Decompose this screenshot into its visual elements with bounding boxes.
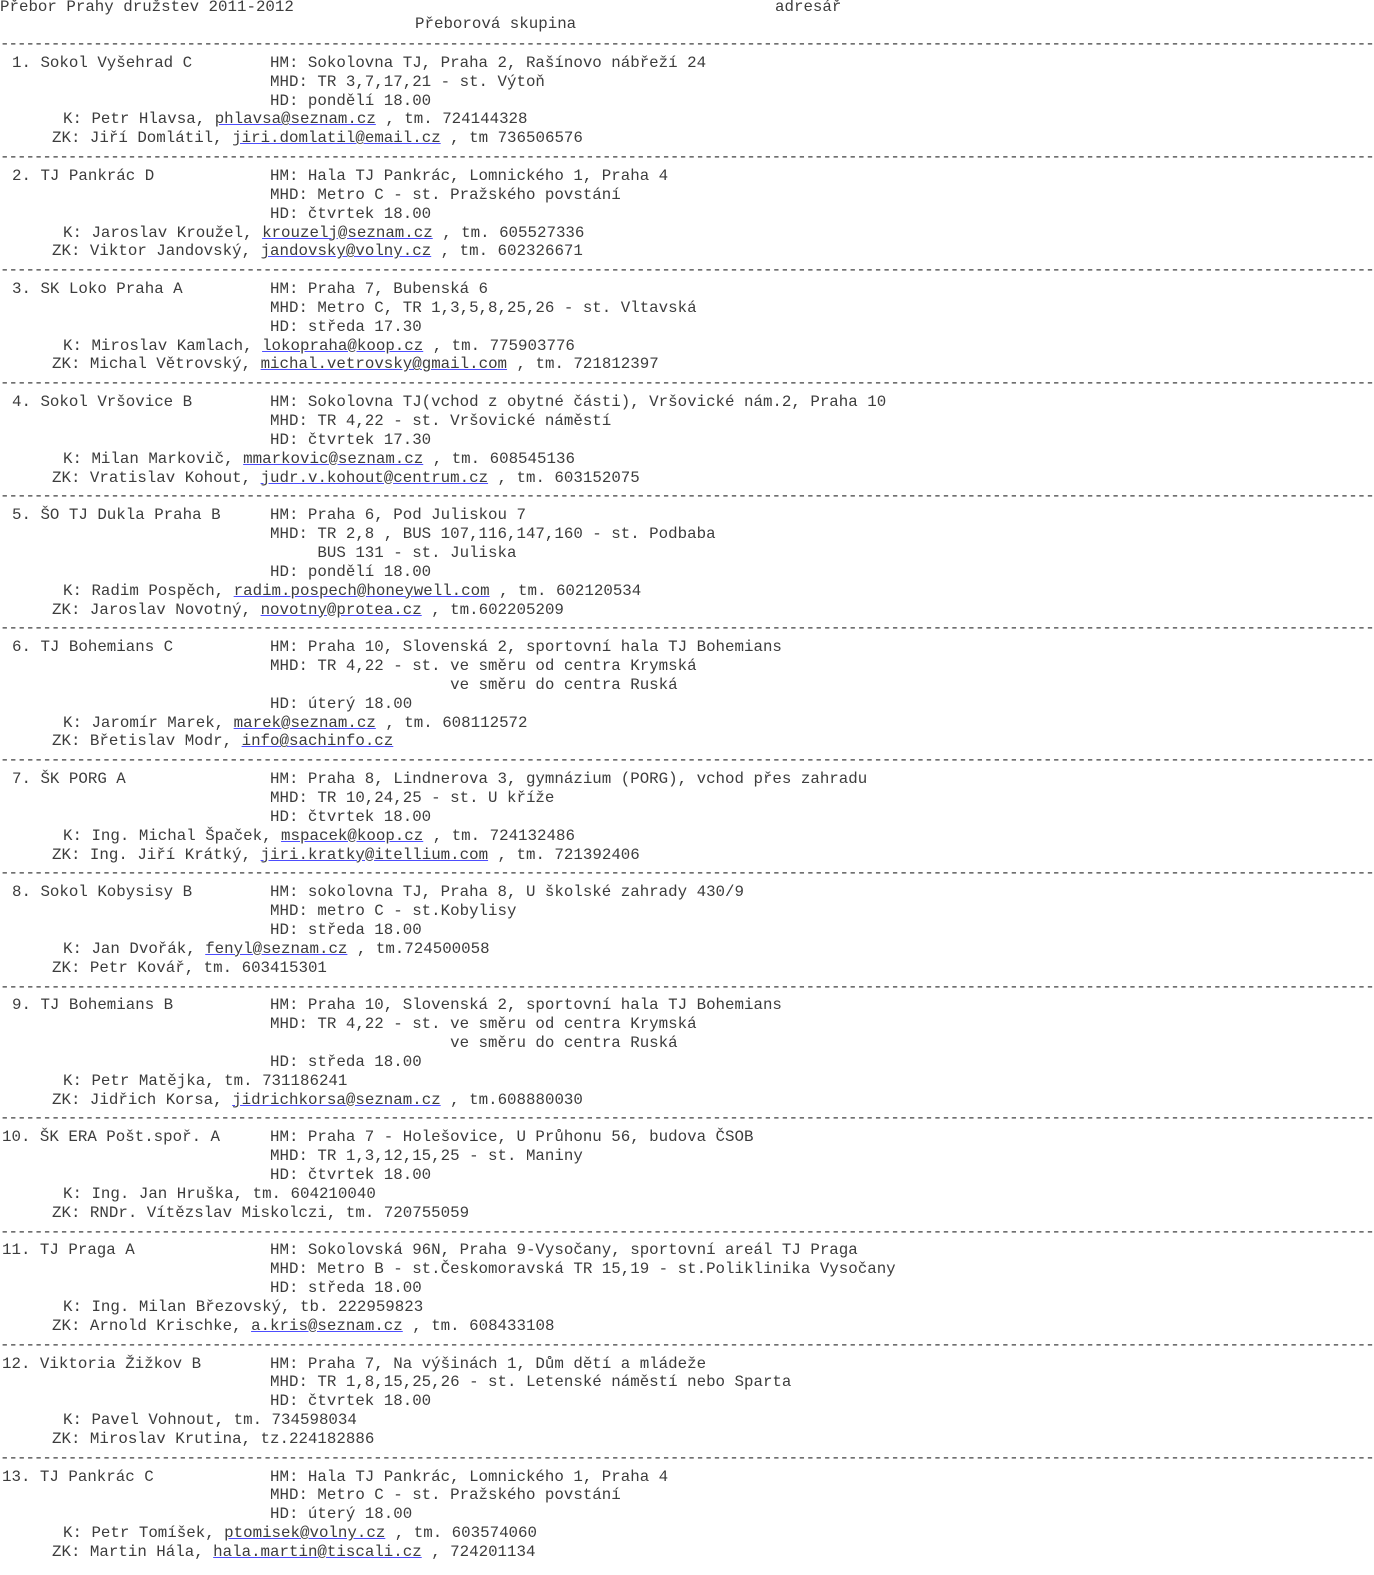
transport-info bbox=[0, 1015, 960, 1034]
match-day: HD: čtvrtek 17.30 bbox=[270, 430, 432, 449]
transport-text: MHD: Metro C, TR 1,3,5,8,25,26 - st. Vltavská bbox=[270, 298, 697, 317]
transport-text: BUS 131 - st. Juliska bbox=[270, 543, 517, 562]
captain-phone: , tm. 724132486 bbox=[423, 826, 575, 845]
captain-contact bbox=[63, 582, 641, 601]
captain-name: K: Milan Markovič, bbox=[63, 449, 244, 468]
transport-info bbox=[0, 1260, 960, 1279]
team-name: 1. Sokol Vyšehrad C bbox=[12, 53, 193, 72]
captain-name: K: Ing. Jan Hruška, tm. 604210040 bbox=[63, 1184, 376, 1203]
vice-captain-name: ZK: Jidřich Korsa, bbox=[52, 1090, 233, 1109]
captain-row bbox=[0, 714, 960, 733]
transport-info bbox=[0, 544, 960, 563]
match-day: HD: středa 18.00 bbox=[270, 920, 422, 939]
captain-name: K: Pavel Vohnout, tm. 734598034 bbox=[63, 1411, 357, 1430]
home-venue: HM: Hala TJ Pankrác, Lomnického 1, Praha 4 bbox=[270, 1467, 669, 1486]
match-day-row bbox=[0, 205, 960, 224]
vice-captain-contact bbox=[52, 129, 583, 148]
match-day-row bbox=[0, 563, 960, 582]
vice-captain-contact bbox=[52, 1430, 374, 1449]
transport-text: MHD: Metro B - st.Českomoravská TR 15,19 - st.Poliklinika Vysočany bbox=[270, 1260, 896, 1279]
captain-phone: , tm. 608112572 bbox=[375, 713, 528, 732]
captain-contact bbox=[63, 450, 575, 469]
vice-captain-contact bbox=[52, 1317, 554, 1336]
vice-captain-contact bbox=[52, 1204, 469, 1223]
vice-captain-row bbox=[0, 1317, 960, 1336]
transport-info bbox=[0, 186, 960, 205]
vice-captain-email-link[interactable]: hala.martin@tiscali.cz bbox=[213, 1543, 422, 1561]
match-day-row bbox=[0, 695, 960, 714]
match-day: HD: čtvrtek 18.00 bbox=[270, 1166, 432, 1184]
transport-text: MHD: Metro C - st. Pražského povstání bbox=[270, 185, 621, 204]
vice-captain-name: ZK: Břetislav Modr, bbox=[52, 732, 242, 751]
match-day-row bbox=[0, 808, 960, 827]
captain-contact bbox=[63, 1185, 376, 1204]
captain-row bbox=[0, 450, 960, 469]
match-day: HD: úterý 18.00 bbox=[270, 694, 413, 713]
match-day: HD: pondělí 18.00 bbox=[270, 91, 432, 110]
team-name: 5. ŠO TJ Dukla Praha B bbox=[12, 506, 221, 525]
separator-line: ------------------------------------------------------------------------------------------------------------------------------------------------------------------ bbox=[0, 487, 1374, 506]
match-day: HD: středa 18.00 bbox=[270, 1052, 422, 1071]
vice-captain-contact bbox=[52, 846, 640, 865]
captain-row bbox=[0, 582, 960, 601]
captain-phone: , tm. 603574060 bbox=[385, 1524, 537, 1543]
captain-row bbox=[0, 337, 960, 356]
match-day-row bbox=[0, 318, 960, 337]
vice-captain-phone: , tm.602205209 bbox=[421, 600, 564, 619]
captain-name: K: Miroslav Kamlach, bbox=[63, 336, 263, 355]
team-entry-title-row bbox=[0, 996, 960, 1015]
transport-text: MHD: TR 3,7,17,21 - st. Výtoň bbox=[270, 72, 545, 91]
separator-line: ------------------------------------------------------------------------------------------------------------------------------------------------------------------ bbox=[0, 148, 1374, 167]
captain-phone: , tm. 602120534 bbox=[489, 581, 642, 600]
vice-captain-phone: , tm. 602326671 bbox=[431, 242, 583, 261]
match-day-row bbox=[0, 431, 960, 450]
captain-row bbox=[0, 940, 960, 959]
captain-email-link[interactable]: fenyl@seznam.cz bbox=[205, 939, 348, 958]
vice-captain-name: ZK: Vratislav Kohout, bbox=[52, 468, 261, 487]
team-entry-title-row bbox=[0, 638, 960, 657]
captain-contact bbox=[63, 827, 575, 846]
separator-line: ------------------------------------------------------------------------------------------------------------------------------------------------------------------ bbox=[0, 35, 1374, 53]
team-name: 8. Sokol Kobysisy B bbox=[12, 883, 193, 902]
transport-text: MHD: Metro C - st. Pražského povstání bbox=[270, 1486, 621, 1505]
captain-row bbox=[0, 224, 960, 243]
transport-text: ve směru do centra Ruská bbox=[270, 1034, 678, 1053]
vice-captain-email-link[interactable]: jidrichkorsa@seznam.cz bbox=[232, 1090, 441, 1109]
transport-info bbox=[0, 676, 960, 695]
transport-info bbox=[0, 1147, 960, 1166]
team-entry-title-row bbox=[0, 506, 960, 525]
separator-line: ------------------------------------------------------------------------------------------------------------------------------------------------------------------ bbox=[0, 261, 1374, 280]
home-venue: HM: Sokolovská 96N, Praha 9-Vysočany, sportovní areál TJ Praga bbox=[270, 1241, 858, 1260]
match-day: HD: čtvrtek 18.00 bbox=[270, 1392, 432, 1411]
vice-captain-row bbox=[0, 469, 960, 488]
vice-captain-row bbox=[0, 846, 960, 865]
home-venue: HM: sokolovna TJ, Praha 8, U školské zahrady 430/9 bbox=[270, 883, 744, 902]
captain-email-link[interactable]: mmarkovic@seznam.cz bbox=[243, 449, 424, 468]
match-day: HD: čtvrtek 18.00 bbox=[270, 807, 432, 826]
captain-contact bbox=[63, 940, 490, 959]
vice-captain-email-link[interactable]: a.kris@seznam.cz bbox=[251, 1316, 403, 1335]
team-entry-title-row bbox=[0, 1128, 960, 1147]
home-venue: HM: Hala TJ Pankrác, Lomnického 1, Praha 4 bbox=[270, 166, 669, 185]
match-day-row bbox=[0, 92, 960, 111]
captain-email-link[interactable]: krouzelj@seznam.cz bbox=[262, 223, 433, 242]
team-name: 3. SK Loko Praha A bbox=[12, 280, 183, 299]
home-venue: HM: Praha 7, Bubenská 6 bbox=[270, 280, 489, 299]
team-entry-title-row bbox=[0, 1355, 960, 1374]
captain-name: K: Petr Tomíšek, bbox=[63, 1524, 225, 1543]
vice-captain-name: ZK: RNDr. Vítězslav Miskolczi, tm. 720755059 bbox=[52, 1203, 470, 1222]
team-name: 11. TJ Praga A bbox=[2, 1241, 135, 1260]
header-right-title: adresář bbox=[775, 0, 842, 16]
captain-email-link[interactable]: marek@seznam.cz bbox=[233, 713, 376, 732]
vice-captain-row bbox=[0, 242, 960, 261]
separator-line: ------------------------------------------------------------------------------------------------------------------------------------------------------------------ bbox=[0, 1335, 1374, 1354]
header-left-title: Přebor Prahy družstev 2011-2012 bbox=[0, 0, 294, 16]
vice-captain-name: ZK: Miroslav Krutina, tz.224182886 bbox=[52, 1429, 375, 1448]
home-venue: HM: Praha 10, Slovenská 2, sportovní hala TJ Bohemians bbox=[270, 638, 782, 657]
transport-text: MHD: TR 1,8,15,25,26 - st. Letenské náměstí nebo Sparta bbox=[270, 1373, 792, 1392]
transport-text: MHD: TR 4,22 - st. Vršovické náměstí bbox=[270, 412, 612, 430]
match-day: HD: středa 17.30 bbox=[270, 317, 422, 336]
transport-info bbox=[0, 299, 960, 318]
captain-phone: , tm. 724144328 bbox=[375, 110, 528, 129]
vice-captain-row bbox=[0, 129, 960, 148]
match-day-row bbox=[0, 1279, 960, 1298]
team-entry-title-row bbox=[0, 167, 960, 186]
vice-captain-phone: , tm 736506576 bbox=[440, 129, 583, 148]
vice-captain-row bbox=[0, 1091, 960, 1110]
match-day: HD: pondělí 18.00 bbox=[270, 562, 432, 581]
separator-line: ------------------------------------------------------------------------------------------------------------------------------------------------------------------ bbox=[0, 864, 1374, 883]
captain-row bbox=[0, 1411, 960, 1430]
vice-captain-contact bbox=[52, 1091, 583, 1110]
separator-line: ------------------------------------------------------------------------------------------------------------------------------------------------------------------ bbox=[0, 1448, 1374, 1467]
transport-info bbox=[0, 1373, 960, 1392]
team-name: 12. Viktoria Žižkov B bbox=[2, 1354, 202, 1373]
transport-text: MHD: metro C - st.Kobylisy bbox=[270, 902, 517, 921]
team-entry-title-row bbox=[0, 883, 960, 902]
home-venue: HM: Sokolovna TJ, Praha 2, Rašínovo nábřeží 24 bbox=[270, 53, 707, 72]
vice-captain-name: ZK: Viktor Jandovský, bbox=[52, 242, 261, 261]
team-name: 10. ŠK ERA Pošt.spoř. A bbox=[2, 1128, 221, 1147]
captain-contact bbox=[63, 110, 528, 129]
captain-name: K: Jaromír Marek, bbox=[63, 713, 234, 732]
vice-captain-email-link[interactable]: novotny@protea.cz bbox=[260, 600, 422, 619]
vice-captain-row bbox=[0, 1204, 960, 1223]
match-day: HD: středa 18.00 bbox=[270, 1279, 422, 1298]
captain-row bbox=[0, 1298, 960, 1317]
captain-name: K: Ing. Milan Březovský, tb. 222959823 bbox=[63, 1297, 424, 1316]
match-day-row bbox=[0, 921, 960, 940]
separator-line: ------------------------------------------------------------------------------------------------------------------------------------------------------------------ bbox=[0, 751, 1374, 770]
vice-captain-contact bbox=[52, 469, 640, 488]
team-entry-title-row bbox=[0, 1241, 960, 1260]
home-venue: HM: Praha 7, Na výšinách 1, Dům dětí a mládeže bbox=[270, 1354, 707, 1373]
match-day-row bbox=[0, 1392, 960, 1411]
vice-captain-email-link[interactable]: info@sachinfo.cz bbox=[241, 732, 394, 751]
captain-row bbox=[0, 1185, 960, 1204]
team-entry-title-row bbox=[0, 770, 960, 789]
separator-line: ------------------------------------------------------------------------------------------------------------------------------------------------------------------ bbox=[0, 1109, 1374, 1128]
captain-name: K: Radim Pospěch, bbox=[63, 581, 234, 600]
match-day: HD: čtvrtek 18.00 bbox=[270, 204, 432, 223]
transport-text: MHD: TR 1,3,12,15,25 - st. Maniny bbox=[270, 1147, 583, 1166]
captain-email-link[interactable]: mspacek@koop.cz bbox=[281, 826, 424, 845]
transport-info bbox=[0, 73, 960, 92]
captain-phone: , tm. 775903776 bbox=[423, 336, 575, 355]
vice-captain-row bbox=[0, 1543, 960, 1562]
captain-contact bbox=[63, 1298, 423, 1317]
vice-captain-email-link[interactable]: jiri.domlatil@email.cz bbox=[232, 129, 441, 148]
transport-text: MHD: TR 10,24,25 - st. U kříže bbox=[270, 789, 555, 807]
captain-name: K: Petr Hlavsa, bbox=[63, 110, 215, 129]
team-entry-title-row bbox=[0, 280, 960, 299]
transport-info bbox=[0, 412, 960, 431]
vice-captain-name: ZK: Arnold Krischke, bbox=[52, 1316, 252, 1335]
home-venue: HM: Praha 7 - Holešovice, U Průhonu 56, budova ČSOB bbox=[270, 1128, 754, 1147]
transport-text: ve směru do centra Ruská bbox=[270, 675, 678, 694]
vice-captain-name: ZK: Ing. Jiří Krátký, bbox=[52, 845, 261, 864]
vice-captain-name: ZK: Petr Kovář, tm. 603415301 bbox=[52, 958, 327, 977]
vice-captain-phone: , 724201134 bbox=[421, 1543, 536, 1561]
vice-captain-contact bbox=[52, 732, 393, 751]
captain-email-link[interactable]: radim.pospech@honeywell.com bbox=[233, 581, 490, 600]
captain-email-link[interactable]: ptomisek@volny.cz bbox=[224, 1524, 386, 1543]
captain-contact bbox=[63, 1411, 357, 1430]
transport-info bbox=[0, 902, 960, 921]
match-day-row bbox=[0, 1505, 960, 1524]
team-name: 9. TJ Bohemians B bbox=[12, 996, 174, 1015]
vice-captain-phone: , tm. 603152075 bbox=[488, 468, 640, 487]
captain-row bbox=[0, 110, 960, 129]
home-venue: HM: Sokolovna TJ(vchod z obytné části), Vršovické nám.2, Praha 10 bbox=[270, 393, 887, 412]
team-entry-title-row bbox=[0, 54, 960, 73]
transport-info bbox=[0, 1034, 960, 1053]
home-venue: HM: Praha 6, Pod Juliskou 7 bbox=[270, 506, 526, 525]
captain-email-link[interactable]: lokopraha@koop.cz bbox=[262, 336, 424, 355]
vice-captain-email-link[interactable]: jiri.kratky@itellium.com bbox=[260, 845, 489, 864]
vice-captain-row bbox=[0, 355, 960, 374]
separator-line: ------------------------------------------------------------------------------------------------------------------------------------------------------------------ bbox=[0, 977, 1374, 996]
header-center-title: Přeborová skupina bbox=[415, 15, 577, 33]
vice-captain-email-link[interactable]: michal.vetrovsky@gmail.com bbox=[260, 355, 508, 374]
vice-captain-row bbox=[0, 959, 960, 978]
vice-captain-email-link[interactable]: judr.v.kohout@centrum.cz bbox=[260, 468, 489, 487]
vice-captain-name: ZK: Jaroslav Novotný, bbox=[52, 600, 261, 619]
separator-line: ------------------------------------------------------------------------------------------------------------------------------------------------------------------ bbox=[0, 619, 1374, 638]
transport-info bbox=[0, 525, 960, 544]
captain-row bbox=[0, 827, 960, 846]
vice-captain-contact bbox=[52, 1543, 535, 1562]
vice-captain-row bbox=[0, 732, 960, 751]
vice-captain-name: ZK: Martin Hála, bbox=[52, 1543, 214, 1561]
vice-captain-phone: , tm. 608433108 bbox=[402, 1316, 555, 1335]
team-name: 2. TJ Pankrác D bbox=[12, 166, 155, 185]
match-day-row bbox=[0, 1166, 960, 1185]
vice-captain-row bbox=[0, 1430, 960, 1449]
captain-contact bbox=[63, 714, 528, 733]
captain-name: K: Petr Matějka, tm. 731186241 bbox=[63, 1071, 348, 1090]
team-entry-title-row bbox=[0, 1468, 960, 1487]
vice-captain-phone: , tm.608880030 bbox=[440, 1090, 583, 1109]
captain-email-link[interactable]: phlavsa@seznam.cz bbox=[214, 110, 376, 129]
separator-line: ------------------------------------------------------------------------------------------------------------------------------------------------------------------ bbox=[0, 374, 1374, 393]
captain-name: K: Jaroslav Kroužel, bbox=[63, 223, 263, 242]
captain-contact bbox=[63, 1072, 347, 1091]
transport-info bbox=[0, 1486, 960, 1505]
transport-info bbox=[0, 657, 960, 676]
team-entry-title-row bbox=[0, 393, 960, 412]
vice-captain-name: ZK: Michal Větrovský, bbox=[52, 355, 261, 374]
captain-contact bbox=[63, 1524, 537, 1543]
team-name: 7. ŠK PORG A bbox=[12, 770, 126, 789]
vice-captain-phone: , tm. 721392406 bbox=[488, 845, 640, 864]
vice-captain-email-link[interactable]: jandovsky@volny.cz bbox=[260, 242, 432, 261]
vice-captain-phone: , tm. 721812397 bbox=[507, 355, 659, 374]
match-day: HD: úterý 18.00 bbox=[270, 1505, 413, 1524]
vice-captain-contact bbox=[52, 959, 327, 978]
vice-captain-contact bbox=[52, 601, 564, 620]
captain-name: K: Jan Dvořák, bbox=[63, 939, 206, 958]
vice-captain-contact bbox=[52, 242, 583, 261]
transport-info bbox=[0, 789, 960, 808]
team-name: 4. Sokol Vršovice B bbox=[12, 393, 193, 412]
team-name: 13. TJ Pankrác C bbox=[2, 1467, 154, 1486]
captain-contact bbox=[63, 337, 575, 356]
captain-name: K: Ing. Michal Špaček, bbox=[63, 826, 282, 845]
vice-captain-contact bbox=[52, 355, 659, 374]
transport-text: MHD: TR 4,22 - st. ve směru od centra Krymská bbox=[270, 657, 697, 676]
vice-captain-name: ZK: Jiří Domlátil, bbox=[52, 129, 233, 148]
captain-row bbox=[0, 1524, 960, 1543]
home-venue: HM: Praha 8, Lindnerova 3, gymnázium (PORG), vchod přes zahradu bbox=[270, 770, 868, 789]
match-day-row bbox=[0, 1053, 960, 1072]
home-venue: HM: Praha 10, Slovenská 2, sportovní hala TJ Bohemians bbox=[270, 996, 782, 1015]
captain-phone: , tm. 608545136 bbox=[423, 449, 575, 468]
team-name: 6. TJ Bohemians C bbox=[12, 638, 174, 657]
captain-phone: , tm.724500058 bbox=[347, 939, 490, 958]
separator-line: ------------------------------------------------------------------------------------------------------------------------------------------------------------------ bbox=[0, 1222, 1374, 1241]
captain-phone: , tm. 605527336 bbox=[432, 223, 585, 242]
captain-row bbox=[0, 1072, 960, 1091]
captain-contact bbox=[63, 224, 584, 243]
vice-captain-row bbox=[0, 601, 960, 620]
transport-text: MHD: TR 2,8 , BUS 107,116,147,160 - st. Podbaba bbox=[270, 525, 716, 544]
transport-text: MHD: TR 4,22 - st. ve směru od centra Krymská bbox=[270, 1015, 697, 1034]
